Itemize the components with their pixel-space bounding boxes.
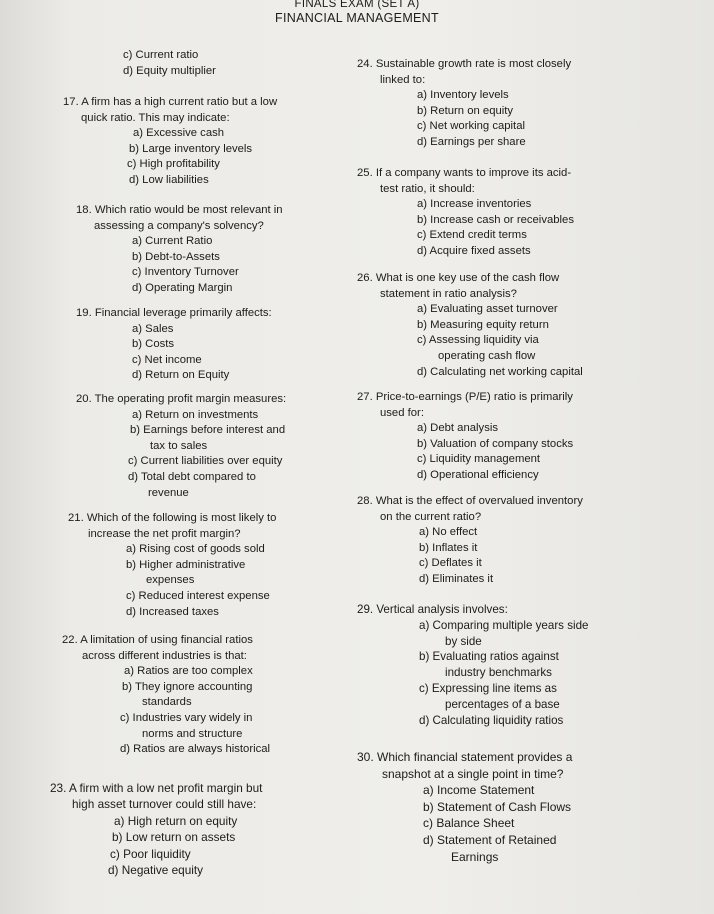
question-17 (63, 95, 277, 189)
question-text: 17. A firm has a high current ratio but a low (63, 96, 278, 108)
option: c) Extend credit terms (417, 229, 527, 242)
option: c) Expressing line items as (419, 681, 557, 695)
prev-question-options (123, 48, 216, 79)
option: b) Valuation of company stocks (417, 437, 574, 450)
option: a) Debt analysis (417, 422, 498, 435)
question-text: high asset turnover could still have: (72, 797, 257, 812)
option: c) Current liabilities over equity (128, 455, 283, 468)
question-text: test ratio, it should: (380, 182, 475, 195)
option: c) Liquidity management (417, 453, 541, 466)
option: c) Deflates it (419, 557, 482, 570)
option: a) No effect (419, 526, 478, 539)
option: d) Calculating liquidity ratios (419, 713, 564, 727)
question-27 (357, 390, 573, 484)
question-text: 23. A firm with a low net profit margin but (50, 781, 263, 795)
option: d) Total debt compared to (128, 470, 256, 483)
question-23 (50, 780, 262, 878)
option: a) Ratios are too complex (124, 665, 253, 678)
option: d) Low liabilities (129, 173, 209, 186)
question-text: 25. If a company wants to improve its acid- (357, 167, 572, 179)
option: a) Comparing multiple years side (419, 618, 589, 632)
option-continuation: by side (445, 634, 482, 648)
option: c) Poor liquidity (110, 846, 191, 861)
option: d) Increased taxes (126, 605, 219, 618)
question-text: quick ratio. This may indicate: (81, 111, 230, 124)
subject-title: FINANCIAL MANAGEMENT (275, 11, 439, 25)
option: c) High profitability (127, 158, 220, 171)
option-continuation: norms and structure (142, 727, 243, 740)
option: b) Statement of Cash Flows (423, 799, 572, 814)
option: c) Net working capital (417, 120, 525, 133)
option: d) Acquire fixed assets (417, 244, 531, 257)
option: c) Inventory Turnover (132, 266, 239, 279)
question-text: 22. A limitation of using financial ratios (62, 634, 253, 646)
option: b) Earnings before interest and (130, 424, 286, 437)
question-text: across different industries is that: (82, 649, 247, 662)
question-26 (357, 271, 583, 380)
question-30 (357, 749, 572, 865)
question-29 (357, 602, 588, 728)
option: d) Calculating net working capital (417, 365, 583, 378)
option: c) Industries vary widely in (120, 711, 253, 724)
question-text: 24. Sustainable growth rate is most closely (357, 58, 572, 70)
question-25 (357, 166, 574, 260)
option: c) Current ratio (123, 49, 199, 61)
question-28 (357, 494, 583, 588)
option: d) Ratios are always historical (120, 743, 271, 756)
option: a) Increase inventories (417, 198, 532, 211)
question-19 (76, 306, 272, 384)
question-text: linked to: (380, 73, 426, 86)
option-continuation: revenue (148, 486, 189, 499)
question-22 (62, 633, 270, 758)
question-text: 18. Which ratio would be most relevant in (76, 204, 283, 216)
option: b) Debt-to-Assets (132, 250, 220, 263)
question-text: 21. Which of the following is most likely to (68, 512, 277, 524)
option-continuation: standards (142, 696, 192, 709)
option: b) Evaluating ratios against (419, 650, 559, 664)
option-continuation: industry benchmarks (445, 666, 552, 680)
option: b) Return on equity (417, 104, 514, 117)
option: b) Costs (132, 338, 175, 351)
option: b) Increase cash or receivables (417, 213, 574, 226)
option: a) Return on investments (132, 408, 259, 421)
option: d) Eliminates it (419, 572, 494, 585)
option: b) Large inventory levels (129, 142, 253, 155)
option: b) Higher administrative (126, 558, 246, 571)
question-text: 30. Which financial statement provides a (357, 750, 573, 764)
option: a) Excessive cash (133, 127, 225, 140)
option-continuation: expenses (146, 574, 195, 587)
question-text: on the current ratio? (380, 510, 482, 523)
option: c) Assessing liquidity via (417, 334, 539, 347)
question-text: 29. Vertical analysis involves: (357, 603, 508, 616)
question-text: 20. The operating profit margin measures: (76, 393, 287, 405)
option: c) Reduced interest expense (126, 589, 270, 602)
option: d) Equity multiplier (123, 64, 216, 77)
option: d) Operating Margin (132, 281, 233, 294)
option-continuation: operating cash flow (438, 349, 536, 362)
question-text: snapshot at a single point in time? (382, 766, 564, 781)
question-18 (76, 203, 283, 297)
option: b) Measuring equity return (417, 318, 549, 331)
option: d) Operational efficiency (417, 468, 539, 481)
question-text: 27. Price-to-earnings (P/E) ratio is primarily (357, 391, 573, 403)
option-continuation: percentages of a base (445, 697, 560, 711)
option: d) Statement of Retained (423, 832, 557, 847)
question-text: 26. What is one key use of the cash flow (357, 272, 560, 284)
question-text: increase the net profit margin? (88, 527, 241, 540)
option: c) Net income (132, 353, 202, 366)
option: a) Inventory levels (417, 89, 509, 102)
option: d) Negative equity (108, 863, 204, 878)
option: b) Inflates it (419, 541, 478, 554)
option: a) Rising cost of goods sold (126, 543, 265, 556)
option: a) High return on equity (114, 813, 238, 828)
option: a) Evaluating asset turnover (417, 303, 558, 316)
question-text: assessing a company's solvency? (94, 219, 264, 232)
option: b) Low return on assets (112, 830, 236, 845)
option: a) Sales (132, 322, 174, 335)
question-20 (76, 392, 286, 501)
option: d) Earnings per share (417, 135, 526, 148)
option: a) Current Ratio (132, 235, 213, 248)
option: d) Return on Equity (132, 369, 230, 382)
option: b) They ignore accounting (122, 680, 253, 693)
question-text: 19. Financial leverage primarily affects: (76, 307, 272, 319)
option: a) Income Statement (423, 783, 535, 798)
option-continuation: tax to sales (150, 439, 208, 452)
question-text: 28. What is the effect of overvalued inventory (357, 495, 583, 507)
question-text: statement in ratio analysis? (380, 287, 517, 300)
exam-title: FINALS EXAM (SET A) (294, 0, 420, 10)
question-24 (357, 57, 571, 151)
question-text: used for: (380, 406, 424, 419)
question-21 (68, 511, 276, 620)
option-continuation: Earnings (451, 849, 499, 864)
option: c) Balance Sheet (423, 816, 515, 831)
